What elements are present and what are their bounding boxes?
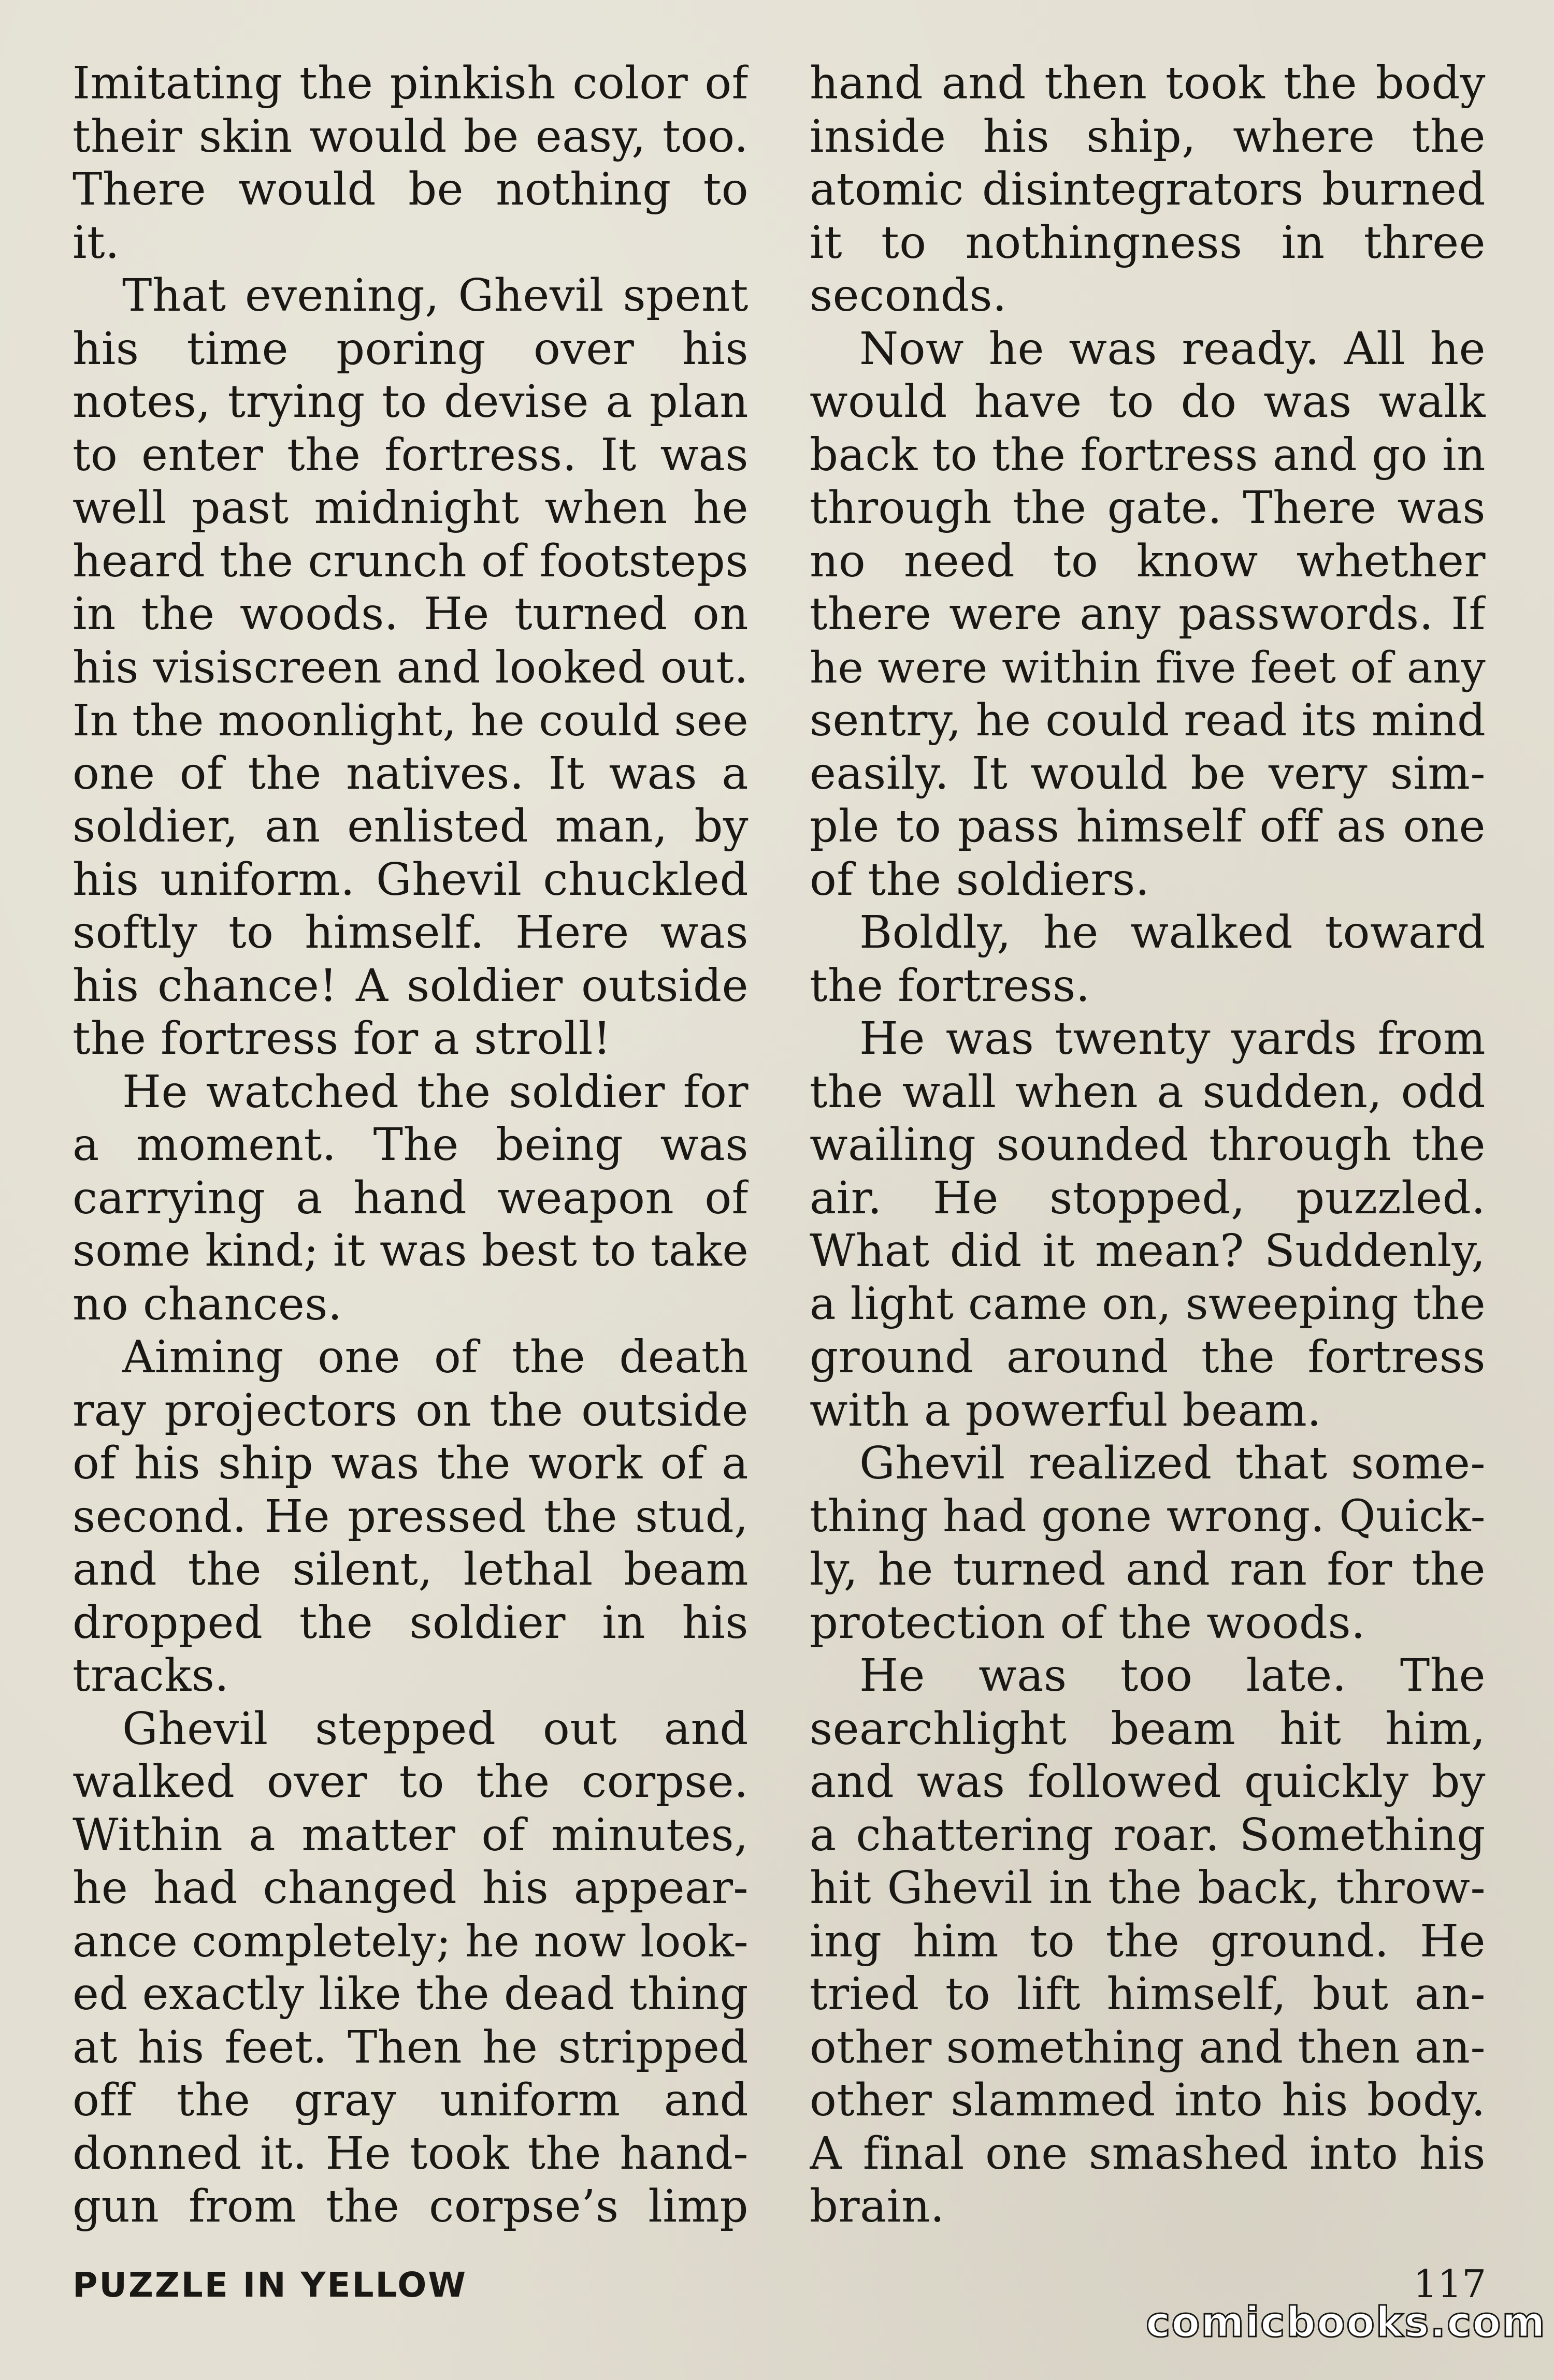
text-line: ance completely; he now look- (73, 1915, 749, 1967)
text-line: donned it. He took the hand- (73, 2127, 749, 2180)
text-line: in the woods. He turned on (73, 588, 749, 640)
text-line: easily. It would be very sim- (810, 747, 1486, 800)
text-line: heard the crunch of footsteps (73, 535, 749, 587)
text-line: back to the fortress and go in (810, 429, 1486, 481)
text-line: gun from the corpse’s limp (73, 2181, 749, 2232)
text-line: He watched the soldier for (122, 1066, 749, 1118)
text-line: no chances. (73, 1278, 342, 1330)
text-line: it to nothingness in three (810, 216, 1486, 269)
text-line: He was twenty yards from (859, 1013, 1486, 1065)
text-line: of his ship was the work of a (73, 1438, 749, 1489)
text-line: seconds. (810, 270, 1007, 322)
text-line: a chattering roar. Something (810, 1809, 1486, 1861)
text-line: Within a matter of minutes, (73, 1809, 749, 1861)
text-line: A final one smashed into his (810, 2127, 1486, 2180)
text-line: his uniform. Ghevil chuckled (73, 853, 749, 906)
text-line: a light came on, sweeping the (810, 1278, 1486, 1330)
text-line: second. He pressed the stud, (73, 1490, 749, 1543)
text-line: air. He stopped, puzzled. (810, 1172, 1486, 1224)
text-line: Aiming one of the death (122, 1331, 749, 1383)
text-line: hand and then took the body (810, 57, 1486, 109)
running-title: PUZZLE IN YELLOW (73, 2265, 468, 2305)
text-line: searchlight beam hit him, (810, 1703, 1486, 1755)
text-line: Now he was ready. All he (859, 323, 1486, 375)
text-line: at his feet. Then he stripped (73, 2021, 749, 2073)
text-line: ground around the fortress (810, 1331, 1486, 1383)
text-line: soldier, an enlisted man, by (73, 801, 749, 852)
text-line: he were within five feet of any (810, 642, 1486, 693)
text-line: tracks. (73, 1650, 229, 1702)
text-line: to enter the fortress. It was (73, 429, 749, 481)
text-line: and was followed quickly by (810, 1756, 1486, 1808)
text-line: some kind; it was best to take (73, 1225, 749, 1276)
text-line: hit Ghevil in the back, throw- (810, 1862, 1486, 1914)
text-line: of the soldiers. (810, 853, 1150, 906)
text-line: brain. (810, 2181, 945, 2232)
left-text-column (73, 57, 749, 2233)
text-line: Ghevil stepped out and (122, 1703, 749, 1755)
text-line: the wall when a sudden, odd (810, 1066, 1486, 1118)
right-text-column (810, 57, 1486, 2233)
text-line: his visiscreen and looked out. (73, 641, 749, 693)
text-line: What did it mean? Suddenly, (810, 1225, 1486, 1277)
text-line: his time poring over his (73, 323, 749, 375)
text-line: notes, trying to devise a plan (73, 376, 749, 428)
text-line: a moment. The being was (73, 1119, 749, 1171)
text-line: protection of the woods. (810, 1597, 1365, 1649)
text-line: There would be nothing to (73, 164, 749, 215)
page-number: 117 (1413, 2262, 1487, 2306)
text-line: his chance! A soldier outside (73, 960, 749, 1012)
text-line: there were any passwords. If (810, 588, 1486, 640)
text-line: other slammed into his body. (810, 2074, 1486, 2126)
text-line: atomic disintegrators burned (810, 164, 1486, 215)
text-line: he had changed his appear- (73, 1862, 749, 1914)
text-line: the fortress. (810, 960, 1090, 1012)
text-line: wailing sounded through the (810, 1119, 1486, 1171)
text-line: ray projectors on the outside (73, 1384, 749, 1436)
text-line: Imitating the pinkish color of (73, 57, 749, 109)
text-line: inside his ship, where the (810, 110, 1486, 163)
text-line: no need to know whether (810, 535, 1486, 587)
text-line: He was too late. The (859, 1650, 1486, 1702)
text-line: through the gate. There was (810, 482, 1486, 534)
text-line: would have to do was walk (810, 376, 1486, 428)
text-line: walked over to the corpse. (73, 1756, 749, 1808)
text-line: with a powerful beam. (810, 1384, 1322, 1436)
text-line: Ghevil realized that some- (859, 1438, 1486, 1489)
text-line: sentry, he could read its mind (810, 694, 1486, 746)
text-line: ing him to the ground. He (810, 1915, 1486, 1967)
text-line: well past midnight when he (73, 482, 749, 534)
watermark-logo: comicbooks.com (1146, 2298, 1546, 2346)
text-line: ple to pass himself off as one (810, 801, 1486, 852)
text-line: other something and then an- (810, 2021, 1486, 2073)
text-line: it. (73, 216, 120, 269)
text-line: carrying a hand weapon of (73, 1172, 749, 1224)
text-line: their skin would be easy, too. (73, 110, 749, 163)
text-line: off the gray uniform and (73, 2074, 749, 2126)
text-line: ed exactly like the dead thing (73, 1968, 749, 2020)
text-line: thing had gone wrong. Quick- (810, 1490, 1486, 1542)
text-line: In the moonlight, he could see (73, 695, 749, 746)
text-line: tried to lift himself, but an- (810, 1968, 1486, 2020)
text-line: softly to himself. Here was (73, 907, 749, 959)
text-line: Boldly, he walked toward (859, 907, 1486, 959)
text-line: That evening, Ghevil spent (122, 270, 749, 322)
text-line: ly, he turned and ran for the (810, 1544, 1486, 1595)
text-line: and the silent, lethal beam (73, 1544, 749, 1595)
text-line: one of the natives. It was a (73, 747, 749, 800)
text-line: dropped the soldier in his (73, 1597, 749, 1649)
text-line: the fortress for a stroll! (73, 1013, 611, 1065)
